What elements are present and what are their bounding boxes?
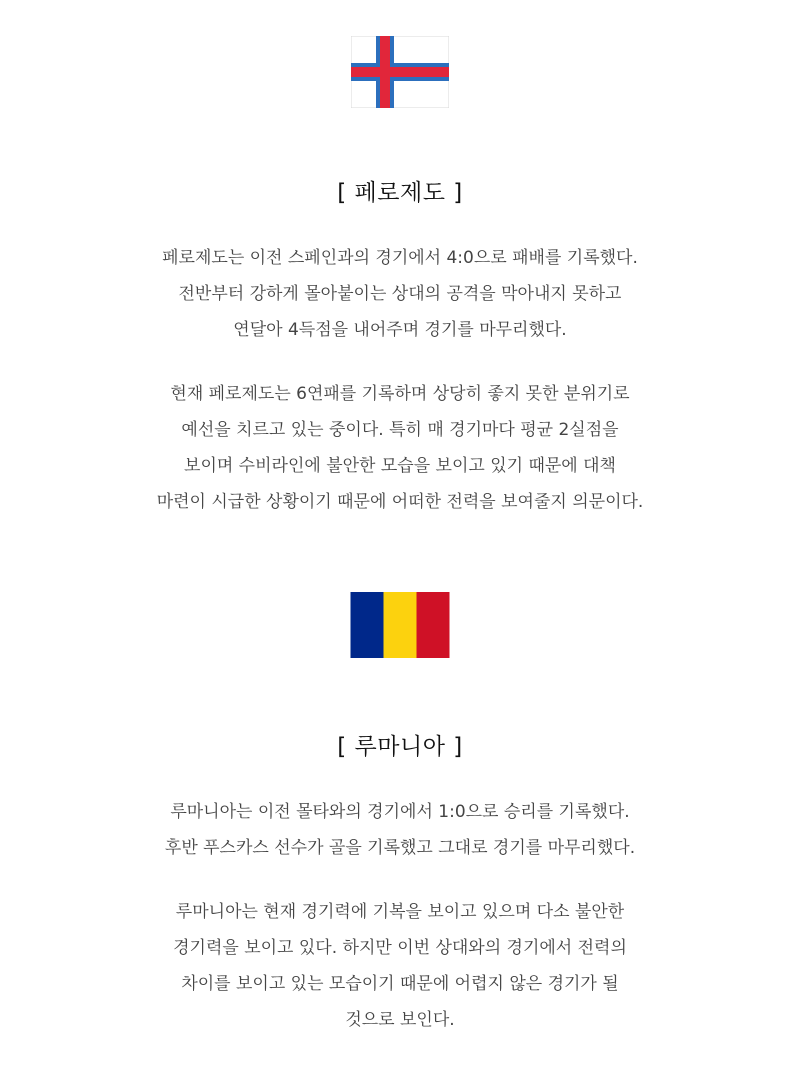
faroe-islands-flag-icon	[351, 36, 449, 108]
paragraph-faroe-current-form	[0, 376, 800, 520]
paragraph-romania-current-form	[0, 894, 800, 1038]
text-line: 연달아 4득점을 내어주며 경기를 마무리했다.	[233, 320, 567, 340]
text-line: 페로제도는 이전 스페인과의 경기에서 4:0으로 패배를 기록했다.	[162, 248, 638, 268]
paragraph-romania-previous-match	[0, 794, 800, 866]
paragraph-faroe-previous-match	[0, 240, 800, 348]
text-line: 차이를 보이고 있는 모습이기 때문에 어렵지 않은 경기가 될	[181, 974, 619, 994]
text-line: 루마니아는 현재 경기력에 기복을 보이고 있으며 다소 불안한	[175, 902, 625, 922]
text-line: 경기력을 보이고 있다. 하지만 이번 상대와의 경기에서 전력의	[173, 938, 627, 958]
romania-flag-icon	[351, 592, 450, 658]
section-title-faroe: [ 페로제도 ]	[337, 180, 463, 206]
text-line: 것으로 보인다.	[345, 1010, 455, 1030]
text-line: 루마니아는 이전 몰타와의 경기에서 1:0으로 승리를 기록했다.	[170, 802, 630, 822]
text-line: 예선을 치르고 있는 중이다. 특히 매 경기마다 평균 2실점을	[181, 420, 619, 440]
text-line: 현재 페로제도는 6연패를 기록하며 상당히 좋지 못한 분위기로	[170, 384, 630, 404]
text-line: 전반부터 강하게 몰아붙이는 상대의 공격을 막아내지 못하고	[178, 284, 622, 304]
text-line: 마련이 시급한 상황이기 때문에 어떠한 전력을 보여줄지 의문이다.	[156, 492, 644, 512]
section-title-romania: [ 루마니아 ]	[337, 734, 463, 760]
text-line: 보이며 수비라인에 불안한 모습을 보이고 있기 때문에 대책	[184, 456, 616, 476]
text-line: 후반 푸스카스 선수가 골을 기록했고 그대로 경기를 마무리했다.	[164, 838, 636, 858]
